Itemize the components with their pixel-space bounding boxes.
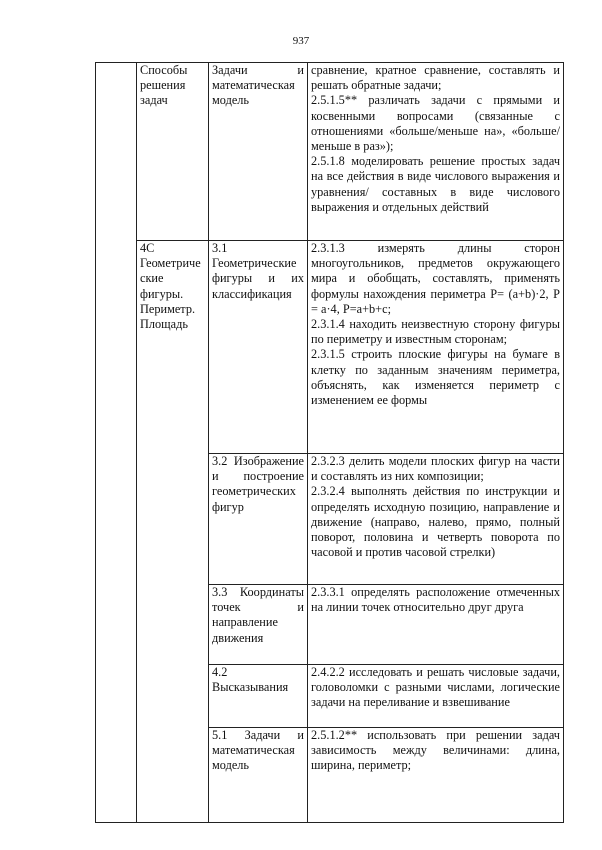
- objective-text: 2.5.1.5** различать задачи с прямыми и косвенными вопросами (связанные с отношениями «больше/меньше на», «больше/меньше в раз»);: [311, 93, 560, 154]
- subtopic-cell: Задачи и математическая модель: [209, 63, 308, 241]
- objective-text: 2.3.1.3 измерять длины сторон многоугольников, предметов окружающего мира и обобщать, составлять, применять формулы нахождения периметра P= (a+b)·2, P = a·4, P=a+b+c;: [311, 241, 560, 316]
- objective-text: 2.3.1.5 строить плоские фигуры на бумаге в клетку по заданным значениям периметра, объяснять, как изменяется периметр с изменением ее формы: [311, 347, 560, 408]
- subtopic-cell: 5.1 Задачи и математическая модель: [209, 728, 308, 823]
- topic-cell: Способы решения задач: [137, 63, 209, 241]
- empty-column-cell: [96, 63, 137, 823]
- objective-text: сравнение, кратное сравнение, составлять и решать обратные задачи;: [311, 63, 560, 93]
- objective-text: 2.5.1.8 моделировать решение простых задач на все действия в виде числового выражения и уравнения/ составных в виде числового выражения и отдельных действий: [311, 154, 560, 214]
- objective-text: 2.5.1.2** использовать при решении задач зависимость между величинами: длина, ширина, периметр;: [311, 728, 560, 773]
- objectives-cell: [308, 241, 564, 454]
- subtopic-cell: 3.3 Координаты точек и направление движения: [209, 585, 308, 665]
- objective-text: 2.4.2.2 исследовать и решать числовые задачи, головоломки с разными числами, логические задачи на переливание и взвешивание: [311, 665, 560, 710]
- page-number: 937: [292, 35, 310, 47]
- curriculum-table: [95, 62, 564, 823]
- objectives-cell: [308, 585, 564, 665]
- topic-cell: 4С Геометрические фигуры. Периметр. Площадь: [137, 241, 209, 823]
- objective-text: 2.3.2.4 выполнять действия по инструкции и определять исходную позицию, направление и движение (направо, налево, прямо, полный поворот, половина и четверть поворота по часовой и против часовой стрелки): [311, 484, 560, 560]
- objective-text: 2.3.1.4 находить неизвестную сторону фигуры по периметру и известным сторонам;: [311, 317, 560, 347]
- objectives-cell: [308, 728, 564, 823]
- table-row: [96, 241, 564, 454]
- objective-text: 2.3.2.3 делить модели плоских фигур на части и составлять из них композиции;: [311, 454, 560, 484]
- subtopic-cell: 4.2 Высказывания: [209, 665, 308, 728]
- objectives-cell: [308, 454, 564, 585]
- objectives-cell: [308, 665, 564, 728]
- objectives-cell: [308, 63, 564, 241]
- subtopic-cell: 3.1 Геометрические фигуры и их классификация: [209, 241, 308, 454]
- subtopic-cell: 3.2 Изображение и построение геометрических фигур: [209, 454, 308, 585]
- table-row: [96, 63, 564, 241]
- objective-text: 2.3.3.1 определять расположение отмеченных на линии точек относительно друг друга: [311, 585, 560, 615]
